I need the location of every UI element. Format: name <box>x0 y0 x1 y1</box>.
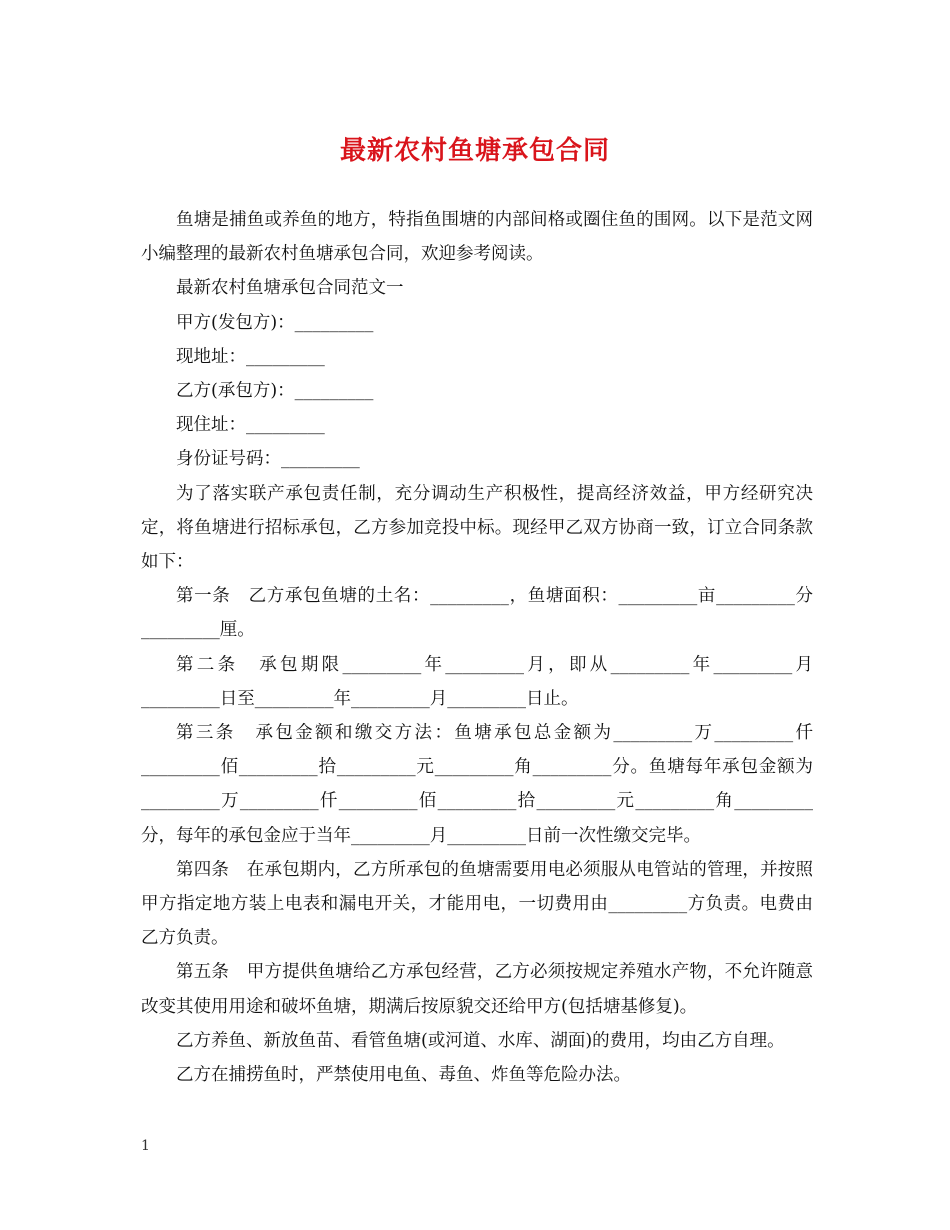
party-b-field: 乙方(承包方)：_________ <box>176 381 374 402</box>
party-a-field: 甲方(发包方)：_________ <box>176 312 374 333</box>
paragraph-intro: 鱼塘是捕鱼或养鱼的地方，特指鱼围塘的内部间格或圈住鱼的围网。以下是范文网小编整理的最新农村鱼塘承包合同，欢迎参考阅读。 <box>141 210 813 265</box>
article-5: 第五条 甲方提供鱼塘给乙方承包经营，乙方必须按规定养殖水产物，不允许随意改变其使用用途和破坏鱼塘，期满后按原貌交还给甲方(包括塘基修复)。 <box>141 962 813 1017</box>
article-3: 第三条 承包金额和缴交方法：鱼塘承包总金额为_________万_________仟_________佰_________拾_________元_________角_________分。鱼塘每年承包金额为_________万_________仟_________佰_________拾_________元_________角_________分，每年的承包金应于当年_________月_________日前一次性缴交完毕。 <box>141 723 813 846</box>
article-4: 第四条 在承包期内，乙方所承包的鱼塘需要用电必须服从电管站的管理，并按照甲方指定地方装上电表和漏电开关，才能用电，一切费用由_________方负责。电费由乙方负责。 <box>141 859 813 949</box>
article-2: 第二条 承包期限_________年_________月，即从_________年_________月_________日至_________年_________月_________日止。 <box>141 654 813 709</box>
document-body <box>141 203 813 1092</box>
id-number-field: 身份证号码：_________ <box>176 449 360 470</box>
paragraph-sample-heading: 最新农村鱼塘承包合同范文一 <box>176 278 404 299</box>
document-title: 最新农村鱼塘承包合同 <box>339 136 610 166</box>
paragraph-preamble: 为了落实联产承包责任制，充分调动生产积极性，提高经济效益，甲方经研究决定，将鱼塘进行招标承包，乙方参加竞投中标。现经甲乙双方协商一致，订立合同条款如下： <box>141 483 813 573</box>
page-number: 1 <box>141 1138 150 1154</box>
paragraph-fees: 乙方养鱼、新放鱼苗、看管鱼塘(或河道、水库、湖面)的费用，均由乙方自理。 <box>176 1030 785 1051</box>
paragraph-fishing-rule: 乙方在捕捞鱼时，严禁使用电鱼、毒鱼、炸鱼等危险办法。 <box>176 1065 631 1086</box>
party-a-address-field: 现地址：_________ <box>176 346 325 367</box>
party-b-address-field: 现住址：_________ <box>176 415 325 436</box>
article-1: 第一条 乙方承包鱼塘的土名：_________，鱼塘面积：_________亩_________分_________厘。 <box>141 586 813 641</box>
